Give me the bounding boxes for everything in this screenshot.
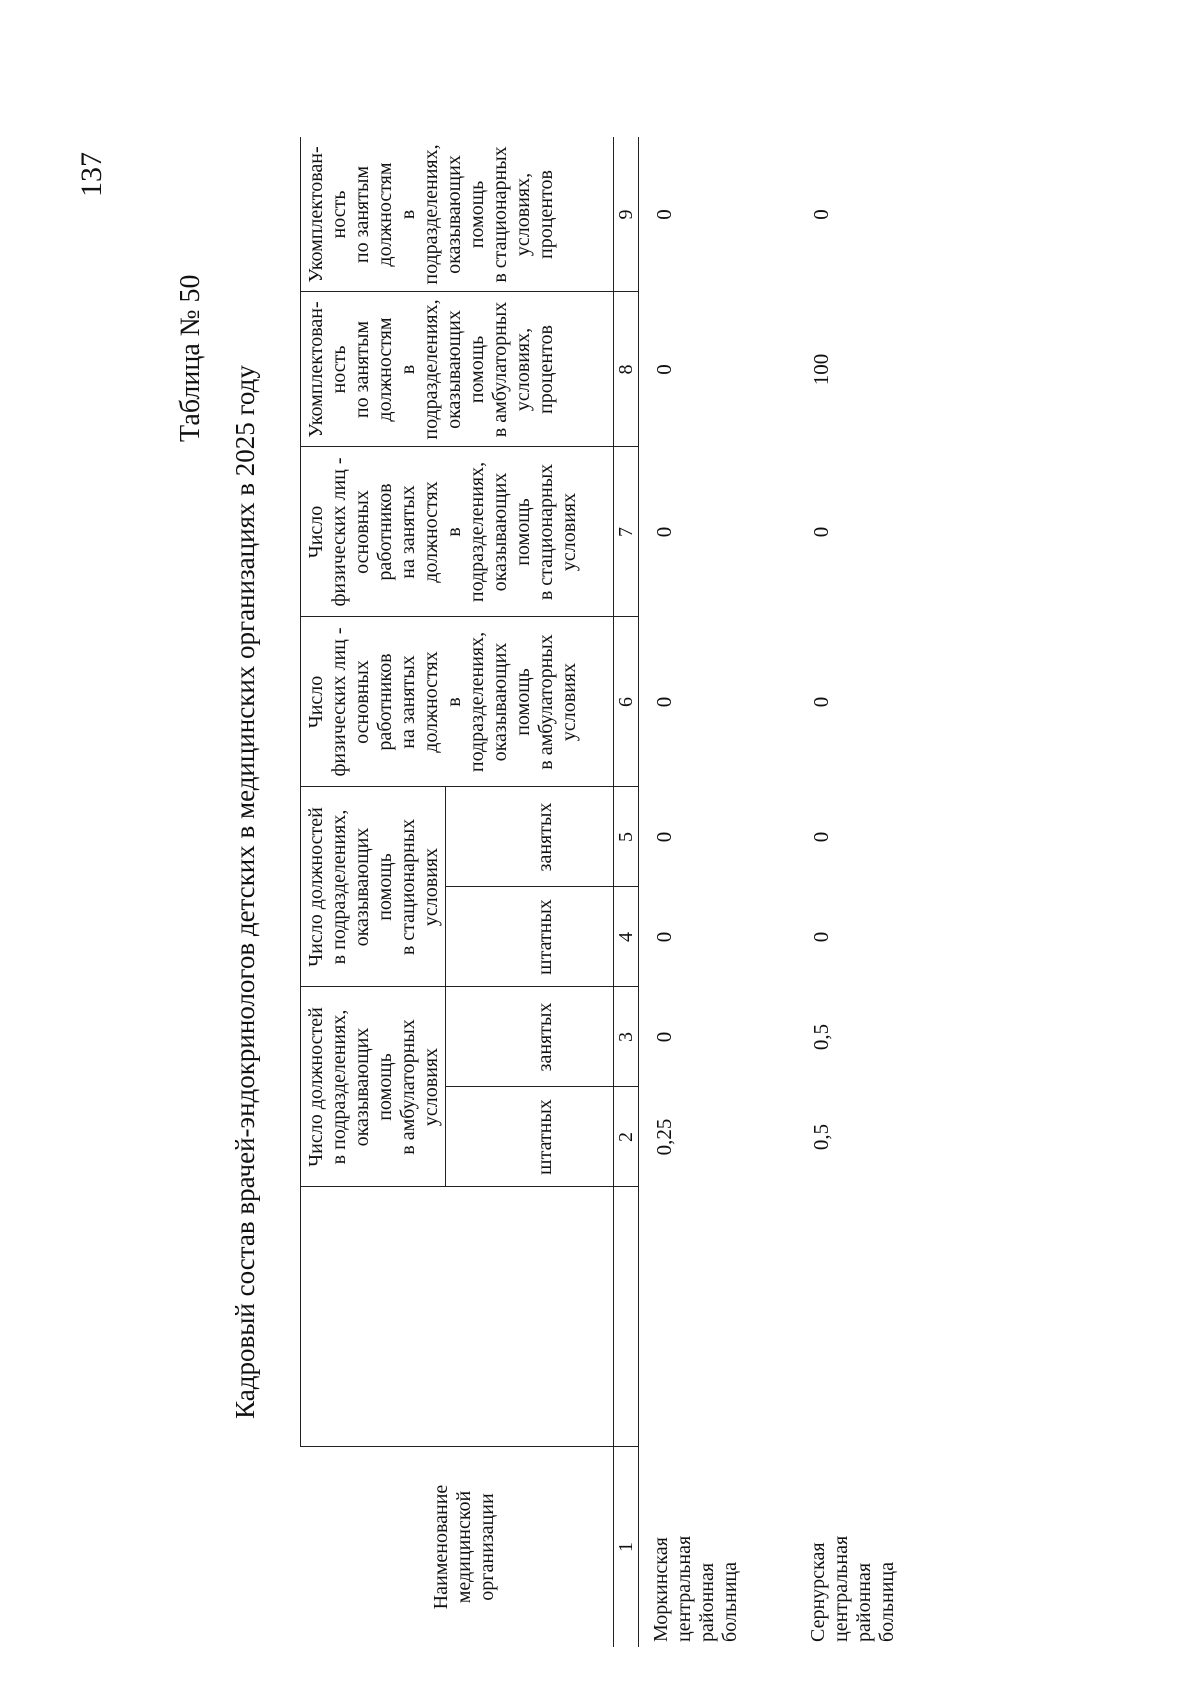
header-staffing-ambulatory: Укомплектован- ность по занятым должностям в подразделениях, оказывающих помощь в амбулаторных условиях, процентов xyxy=(305,299,557,440)
header-inpatient-positions: Число должностей в подразделениях, оказывающих помощь в стационарных условиях xyxy=(305,807,442,967)
number-row-bottom-border xyxy=(638,137,639,1647)
value-cell: 0 xyxy=(652,831,676,843)
value-cell: 0 xyxy=(809,696,833,708)
header-occupied-ambulatory: занятых xyxy=(534,1002,556,1072)
column-number: 9 xyxy=(615,209,637,220)
document-page xyxy=(50,144,1100,1647)
value-cell: 0 xyxy=(652,209,676,220)
value-cell: 0,5 xyxy=(809,1023,833,1051)
column-number: 7 xyxy=(615,527,637,537)
value-cell: 0 xyxy=(652,364,676,375)
header-org-name: Наименование медицинской организации xyxy=(430,1484,498,1610)
header-occupied-inpatient: занятых xyxy=(534,802,556,872)
value-cell: 0,5 xyxy=(809,1123,833,1151)
column-number: 6 xyxy=(615,697,637,707)
column-number: 4 xyxy=(615,932,637,942)
header-staffing-inpatient: Укомплектован- ность по занятым должностям в подразделениях, оказывающих помощь в стационарных условиях, процентов xyxy=(305,144,557,285)
header-ambulatory-positions: Число должностей в подразделениях, оказывающих помощь в амбулаторных условиях xyxy=(305,1007,442,1167)
header-persons-inpatient: Число физических лиц - основных работников на занятых должностях в подразделениях, оказывающих помощь в стационарных условиях xyxy=(305,457,580,607)
header-staff-ambulatory: штатных xyxy=(534,1099,556,1175)
value-cell: 0 xyxy=(809,209,833,220)
value-cell: 100 xyxy=(809,353,833,386)
value-cell: 0 xyxy=(652,1031,676,1043)
header-persons-ambulatory: Число физических лиц - основных работников на занятых должностях в подразделениях, оказывающих помощь в амбулаторных условиях xyxy=(305,627,580,777)
table-number: Таблица № 50 xyxy=(175,274,206,442)
header-staff-inpatient: штатных xyxy=(534,899,556,975)
table-top-border xyxy=(300,137,301,1447)
column-number: 8 xyxy=(615,364,637,375)
value-cell: 0 xyxy=(652,931,676,943)
org-name-cell: Сернурская центральная районная больница xyxy=(807,1535,898,1642)
value-cell: 0,25 xyxy=(652,1118,676,1156)
page-number: 137 xyxy=(75,152,108,197)
value-cell: 0 xyxy=(809,831,833,843)
column-number: 3 xyxy=(615,1032,637,1042)
column-number: 5 xyxy=(615,832,637,842)
group-header-divider xyxy=(445,787,446,1187)
value-cell: 0 xyxy=(809,526,833,538)
document-title: Кадровый состав врачей-эндокринологов детских в медицинских организациях в 2025 году xyxy=(230,365,260,1419)
value-cell: 0 xyxy=(652,526,676,538)
column-number: 1 xyxy=(615,1542,637,1552)
org-name-cell: Моркинская центральная районная больница xyxy=(650,1535,741,1642)
value-cell: 0 xyxy=(809,931,833,943)
column-number: 2 xyxy=(615,1132,637,1142)
value-cell: 0 xyxy=(652,696,676,708)
